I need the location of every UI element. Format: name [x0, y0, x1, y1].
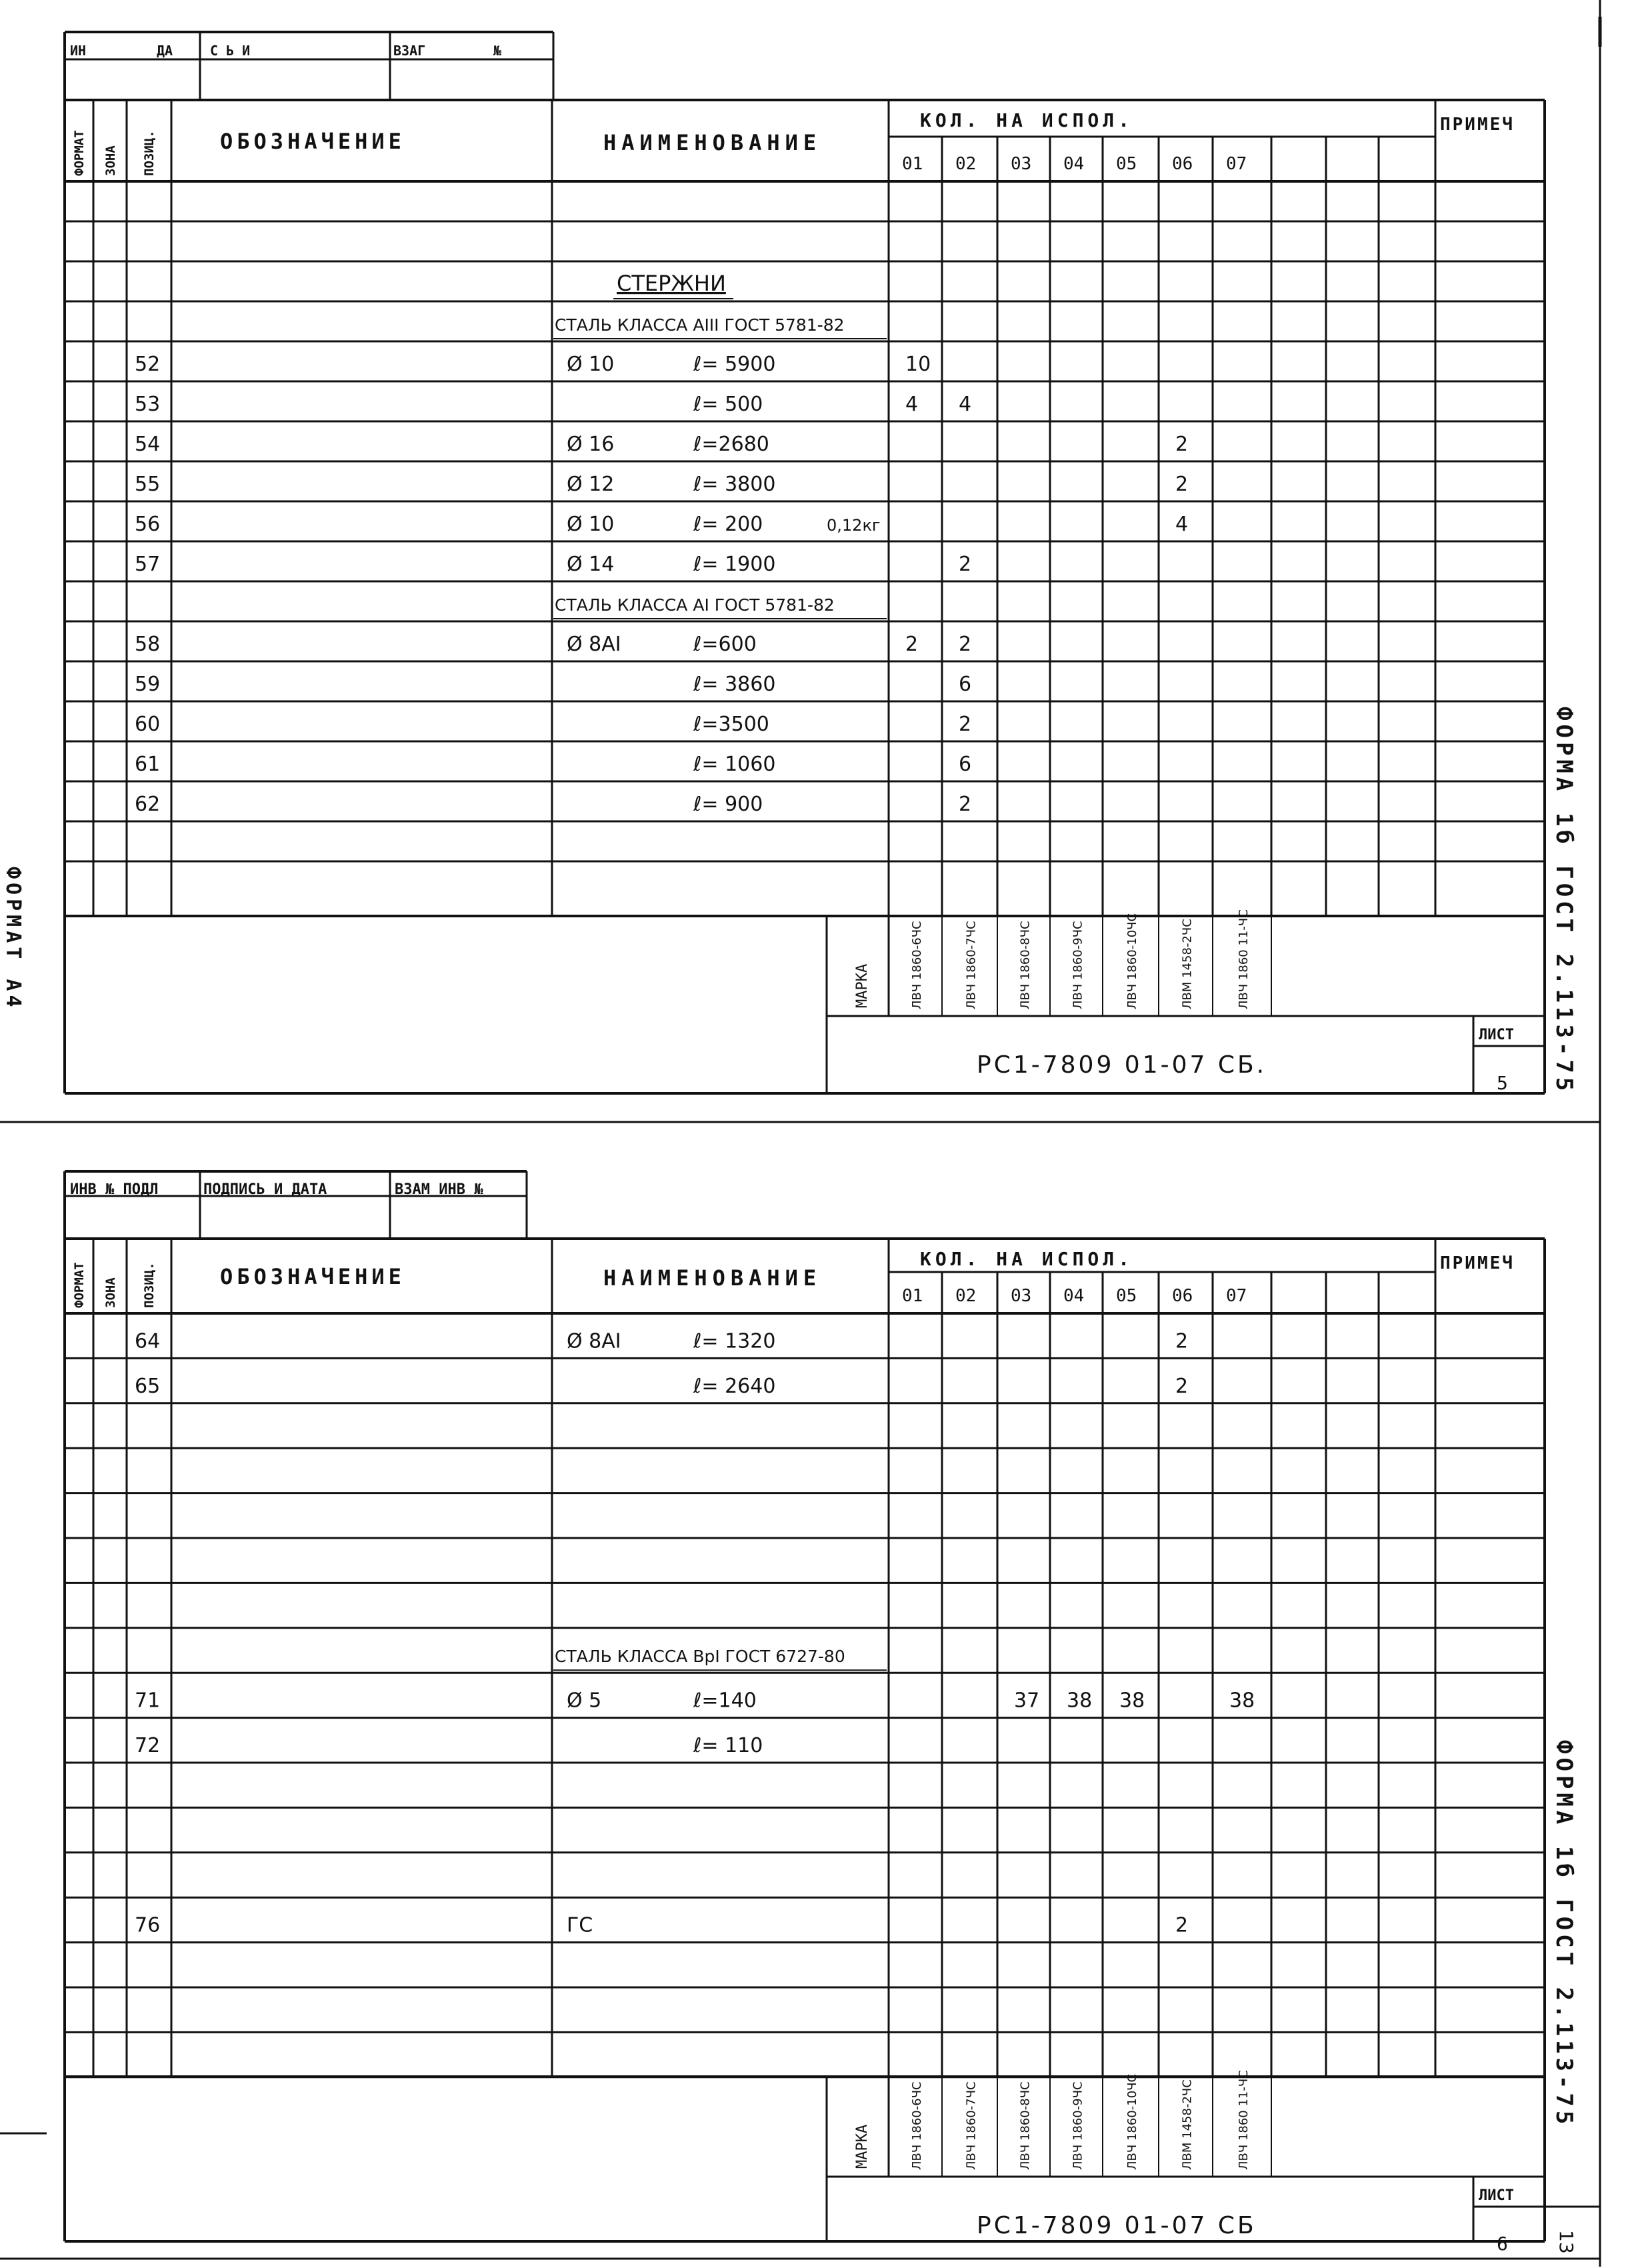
diameter: Ø 8АI	[567, 1329, 621, 1353]
stamp-label: ПОДПИСЬ И ДАТА	[203, 1181, 327, 1198]
variant-number: 02	[955, 1286, 977, 1306]
spec-row	[135, 793, 971, 816]
quantity-value: 10	[905, 353, 931, 376]
spec-row	[553, 315, 887, 339]
length: ℓ= 900	[693, 793, 763, 816]
diameter: Ø 5	[567, 1689, 602, 1713]
quantity-value: 2	[1175, 1374, 1189, 1398]
length: ℓ= 3860	[693, 673, 776, 696]
spec-row	[135, 673, 971, 696]
marks-block	[827, 2070, 1545, 2255]
header-name: НАИМЕНОВАНИЕ	[603, 1265, 822, 1291]
stamp-label: С Ь И	[210, 43, 251, 59]
stamp-label: ДА	[157, 43, 173, 59]
length: ℓ= 1900	[693, 553, 776, 576]
position-number: 57	[135, 553, 161, 576]
variant-number: 04	[1063, 154, 1085, 174]
spec-row	[135, 1689, 1255, 1713]
spec-row	[135, 513, 1188, 536]
quantity-value: 4	[959, 393, 972, 416]
header-quantity: КОЛ. НА ИСПОЛ.	[920, 1248, 1134, 1270]
variant-number: 01	[902, 1286, 923, 1306]
marks-block	[827, 909, 1545, 1094]
variant-number: 03	[1011, 154, 1032, 174]
format-margin-text: ФОРМАТ А4	[1, 867, 25, 1011]
header-vertical-label: ФОРМАТ	[72, 130, 87, 176]
mark-code: ЛВМ 1458-2ЧС	[1180, 919, 1195, 1009]
diameter: Ø 10	[567, 353, 615, 376]
header-quantity: КОЛ. НА ИСПОЛ.	[920, 109, 1134, 131]
quantity-value: 38	[1119, 1689, 1145, 1713]
stamp-label: №	[493, 43, 502, 59]
spec-row	[553, 1647, 887, 1670]
form-side-text: ФОРМА 1б ГОСТ 2.113-75	[1551, 1740, 1577, 2129]
diameter: ГС	[567, 1913, 593, 1937]
steel-class-note: СТАЛЬ КЛАССА АIII ГОСТ 5781-82	[555, 315, 845, 335]
length: ℓ= 110	[693, 1734, 763, 1757]
length: ℓ=600	[693, 633, 757, 656]
length: ℓ= 5900	[693, 353, 776, 376]
position-number: 60	[135, 713, 161, 736]
mark-code: ЛВЧ 1860-7ЧС	[964, 2081, 979, 2170]
position-number: 55	[135, 473, 161, 496]
mark-code: ЛВЧ 1860-7ЧС	[964, 921, 979, 1009]
spec-row	[135, 753, 971, 776]
spec-row	[135, 393, 971, 416]
mark-code: ЛВЧ 1860-6ЧС	[910, 921, 924, 1009]
header-vertical-label: ЗОНА	[103, 145, 118, 176]
diameter: Ø 14	[567, 553, 615, 576]
sheet-number: 6	[1497, 2233, 1508, 2255]
quantity-value: 6	[959, 753, 972, 776]
spec-row	[135, 1914, 1188, 1937]
stamp-label: ИНВ № ПОДЛ	[70, 1181, 159, 1198]
quantity-value: 2	[1175, 433, 1189, 456]
spec-row	[135, 1375, 1188, 1398]
marka-label: МАРКА	[854, 963, 871, 1008]
spec-row	[135, 553, 971, 576]
document-code: РС1-7809 01-07 СБ.	[977, 1051, 1267, 1079]
position-number: 64	[135, 1329, 161, 1353]
diameter: Ø 10	[567, 513, 615, 536]
quantity-value: 2	[959, 553, 972, 576]
position-number: 54	[135, 433, 161, 456]
spec-rows	[65, 1313, 1545, 2077]
quantity-value: 2	[959, 633, 972, 656]
position-number: 72	[135, 1734, 161, 1757]
quantity-value: 2	[1175, 1329, 1189, 1353]
spec-rows	[65, 181, 1545, 861]
form-side-text: ФОРМА 1б ГОСТ 2.113-75	[1551, 707, 1577, 1095]
steel-class-note: СТАЛЬ КЛАССА АI ГОСТ 5781-82	[555, 595, 835, 615]
header-name: НАИМЕНОВАНИЕ	[603, 130, 822, 155]
variant-number: 06	[1172, 1286, 1193, 1306]
stamp-label: ИН	[70, 43, 87, 59]
diameter: Ø 12	[567, 473, 615, 496]
section-title: СТЕРЖНИ	[617, 271, 726, 296]
mark-code: ЛВЧ 1860-9ЧС	[1071, 921, 1085, 1009]
spec-sheet-2	[65, 1171, 1577, 2255]
spec-row	[553, 595, 887, 619]
quantity-value: 6	[959, 673, 972, 696]
quantity-value: 2	[959, 713, 972, 736]
variant-number: 05	[1116, 1286, 1137, 1306]
quantity-value: 37	[1014, 1689, 1040, 1713]
variant-number: 07	[1226, 1286, 1247, 1306]
length: ℓ=2680	[693, 433, 769, 456]
quantity-value: 2	[959, 793, 972, 816]
header-vertical-label: ФОРМАТ	[72, 1262, 87, 1308]
header-vertical-label: ПОЗИЦ.	[142, 1262, 157, 1308]
sheet-label: ЛИСТ	[1479, 1027, 1514, 1043]
quantity-value: 2	[1175, 1913, 1189, 1937]
quantity-value: 2	[1175, 473, 1189, 496]
length: ℓ=3500	[693, 713, 769, 736]
mark-code: ЛВЧ 1860-8ЧС	[1018, 2081, 1033, 2170]
position-number: 53	[135, 393, 161, 416]
page-corner-number: 13	[1555, 2230, 1577, 2254]
spec-row	[135, 353, 931, 376]
mark-code: ЛВЧ 1860-8ЧС	[1018, 921, 1033, 1009]
spec-row	[135, 433, 1188, 456]
length: ℓ= 2640	[693, 1374, 776, 1398]
variant-number: 04	[1063, 1286, 1085, 1306]
quantity-value: 4	[905, 393, 919, 416]
position-number: 59	[135, 673, 161, 696]
spec-row	[135, 713, 971, 736]
variant-number: 07	[1226, 154, 1247, 174]
variant-number: 06	[1172, 154, 1193, 174]
header-note: ПРИМЕЧ	[1440, 1253, 1515, 1273]
spec-row	[613, 271, 733, 299]
spec-row	[135, 473, 1188, 496]
position-number: 52	[135, 353, 161, 376]
header-note: ПРИМЕЧ	[1440, 115, 1515, 135]
length: ℓ= 1320	[693, 1329, 776, 1353]
header-designation: ОБОЗНАЧЕНИЕ	[220, 1264, 405, 1289]
spec-sheet-1	[65, 32, 1577, 1095]
sheet-label: ЛИСТ	[1479, 2187, 1514, 2204]
steel-class-note: СТАЛЬ КЛАССА ВрI ГОСТ 6727-80	[555, 1647, 845, 1667]
top-stamp	[65, 1171, 527, 1239]
variant-number: 01	[902, 154, 923, 174]
mark-code: ЛВЧ 1860-9ЧС	[1071, 2081, 1085, 2170]
document-code: РС1-7809 01-07 СБ	[977, 2212, 1257, 2239]
length: ℓ= 3800	[693, 473, 776, 496]
header-designation: ОБОЗНАЧЕНИЕ	[220, 129, 405, 154]
mark-code: ЛВЧ 1860-6ЧС	[910, 2081, 924, 2170]
quantity-value: 4	[1175, 513, 1189, 536]
sheet-number: 5	[1497, 1072, 1508, 1094]
header-vertical-label: ЗОНА	[103, 1277, 118, 1308]
quantity-value: 38	[1067, 1689, 1093, 1713]
position-number: 62	[135, 793, 161, 816]
length: ℓ= 200	[693, 513, 763, 536]
variant-number: 05	[1116, 154, 1137, 174]
length: ℓ= 1060	[693, 753, 776, 776]
mass-note: 0,12кг	[827, 516, 881, 535]
position-number: 65	[135, 1374, 161, 1398]
spec-row	[135, 1734, 763, 1757]
mark-code: ЛВЧ 1860 11-ЧС	[1237, 2070, 1251, 2170]
marka-label: МАРКА	[854, 2124, 871, 2169]
mark-code: ЛВМ 1458-2ЧС	[1180, 2079, 1195, 2170]
variant-number: 02	[955, 154, 977, 174]
spec-row	[135, 1329, 1188, 1353]
header-vertical-label: ПОЗИЦ.	[142, 130, 157, 176]
quantity-value: 38	[1229, 1689, 1255, 1713]
stamp-label: ВЗАМ ИНВ №	[395, 1181, 483, 1198]
stamp-label: ВЗАГ	[393, 43, 426, 59]
position-number: 76	[135, 1913, 161, 1937]
diameter: Ø 8АI	[567, 633, 621, 656]
mark-code: ЛВЧ 1860-10ЧС	[1125, 2073, 1139, 2170]
diameter: Ø 16	[567, 433, 615, 456]
position-number: 56	[135, 513, 161, 536]
top-stamp	[65, 32, 553, 100]
mark-code: ЛВЧ 1860-10ЧС	[1125, 913, 1139, 1009]
spec-row	[135, 633, 971, 656]
position-number: 71	[135, 1689, 161, 1713]
length: ℓ=140	[693, 1689, 757, 1713]
position-number: 61	[135, 753, 161, 776]
quantity-value: 2	[905, 633, 919, 656]
length: ℓ= 500	[693, 393, 763, 416]
position-number: 58	[135, 633, 161, 656]
mark-code: ЛВЧ 1860 11-ЧС	[1237, 909, 1251, 1009]
variant-number: 03	[1011, 1286, 1032, 1306]
